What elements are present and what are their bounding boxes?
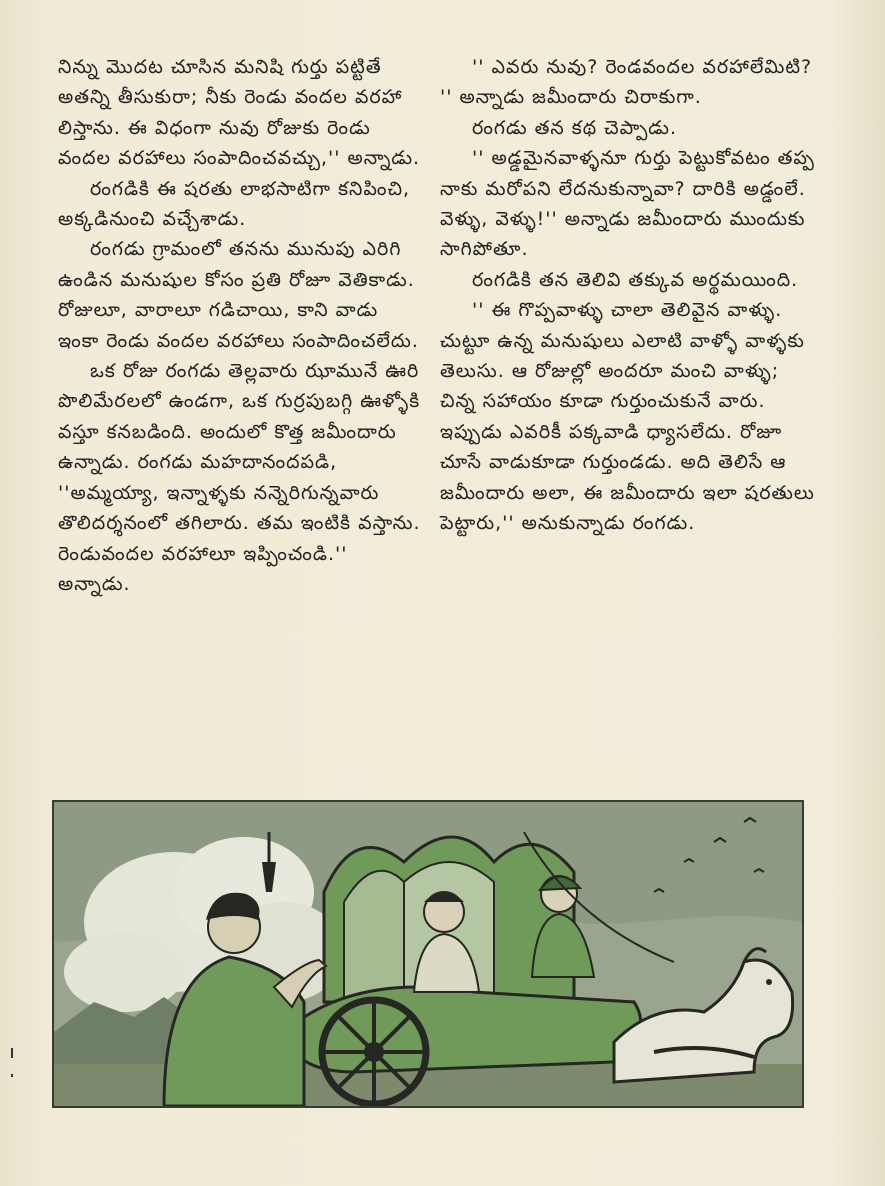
paragraph: '' ఈ గొప్పవాళ్ళు చాలా తెలివైన వాళ్ళు. చుట్టూ ఉన్న మనుషులు ఎలాటి వాళ్ళో వాళ్ళకు తెలుసు. ఆ రోజుల్లో అందరూ మంచి వాళ్ళు; చిన్న సహాయం కూడా గుర్తుంచుకునే వారు. ఇప్పుడు ఎవరికీ పక్కవాడి ధ్యాసలేదు. రోజూ చూసే వాడుకూడా గుర్తుండడు. అది తెలిసే ఆ జమీందారు అలా, ఈ జమీందారు ఇలా షరతులు పెట్టారు,'' అనుకున్నాడు రంగడు. [440,299,815,535]
paragraph: ఒక రోజు రంగడు తెల్లవారు ఝామునే ఊరి పొలిమేరలలో ఉండగా, ఒక గుర్రపుబగ్గి ఊళ్ళోకి వస్తూ కనబడింది. అందులో కొత్త జమీందారు ఉన్నాడు. రంగడు మహదానందపడి, ''అమ్మయ్యా, ఇన్నాళ్ళకు నన్నెరిగున్నవారు తొలిదర్శనంలో తగిలారు. తమ ఇంటికి వస్తాను. రెండువందల వరహాలూ ఇప్పించండి.'' అన్నాడు. [58,360,421,595]
paragraph: రంగడు తన కథ చెప్పాడు. [472,116,677,139]
left-text-column [58,52,422,599]
story-illustration [52,800,804,1108]
right-text-column [440,52,816,539]
paragraph: రంగడు గ్రామంలో తనను మునుపు ఎరిగి ఉండిన మనుషుల కోసం ప్రతి రోజూ వెతికాడు. రోజులూ, వారాలూ గడిచాయి, కాని వాడు ఇంకా రెండు వందల వరహాలు సంపాదించలేదు. [58,238,419,352]
paragraph: రంగడికి ఈ షరతు లాభసాటిగా కనిపించి, అక్కడినుంచి వచ్చేశాడు. [58,177,411,231]
margin-tick [11,1074,13,1077]
paragraph: రంగడికి తన తెలివి తక్కువ అర్థమయింది. [472,268,799,291]
paragraph: '' ఎవరు నువు? రెండవందల వరహాలేమిటి? '' అన్నాడు జమీందారు చిరాకుగా. [440,56,813,109]
carriage-scene-drawing [54,802,802,1106]
margin-tick [11,1048,13,1058]
paragraph: నిన్ను మొదట చూసిన మనిషి గుర్తు పట్టితే అతన్ని తీసుకురా; నీకు రెండు వందల వరహా లిస్తాను. ఈ విధంగా నువు రోజుకు రెండు వందల వరహాలు సంపాదించవచ్చు,'' అన్నాడు. [58,56,421,170]
paragraph: '' అడ్డమైనవాళ్ళనూ గుర్తు పెట్టుకోవటం తప్ప నాకు మరోపని లేదనుకున్నావా? దారికి అడ్డంలే. వెళ్ళు, వెళ్ళు!'' అన్నాడు జమీందారు ముందుకు సాగిపోతూ. [440,147,815,261]
